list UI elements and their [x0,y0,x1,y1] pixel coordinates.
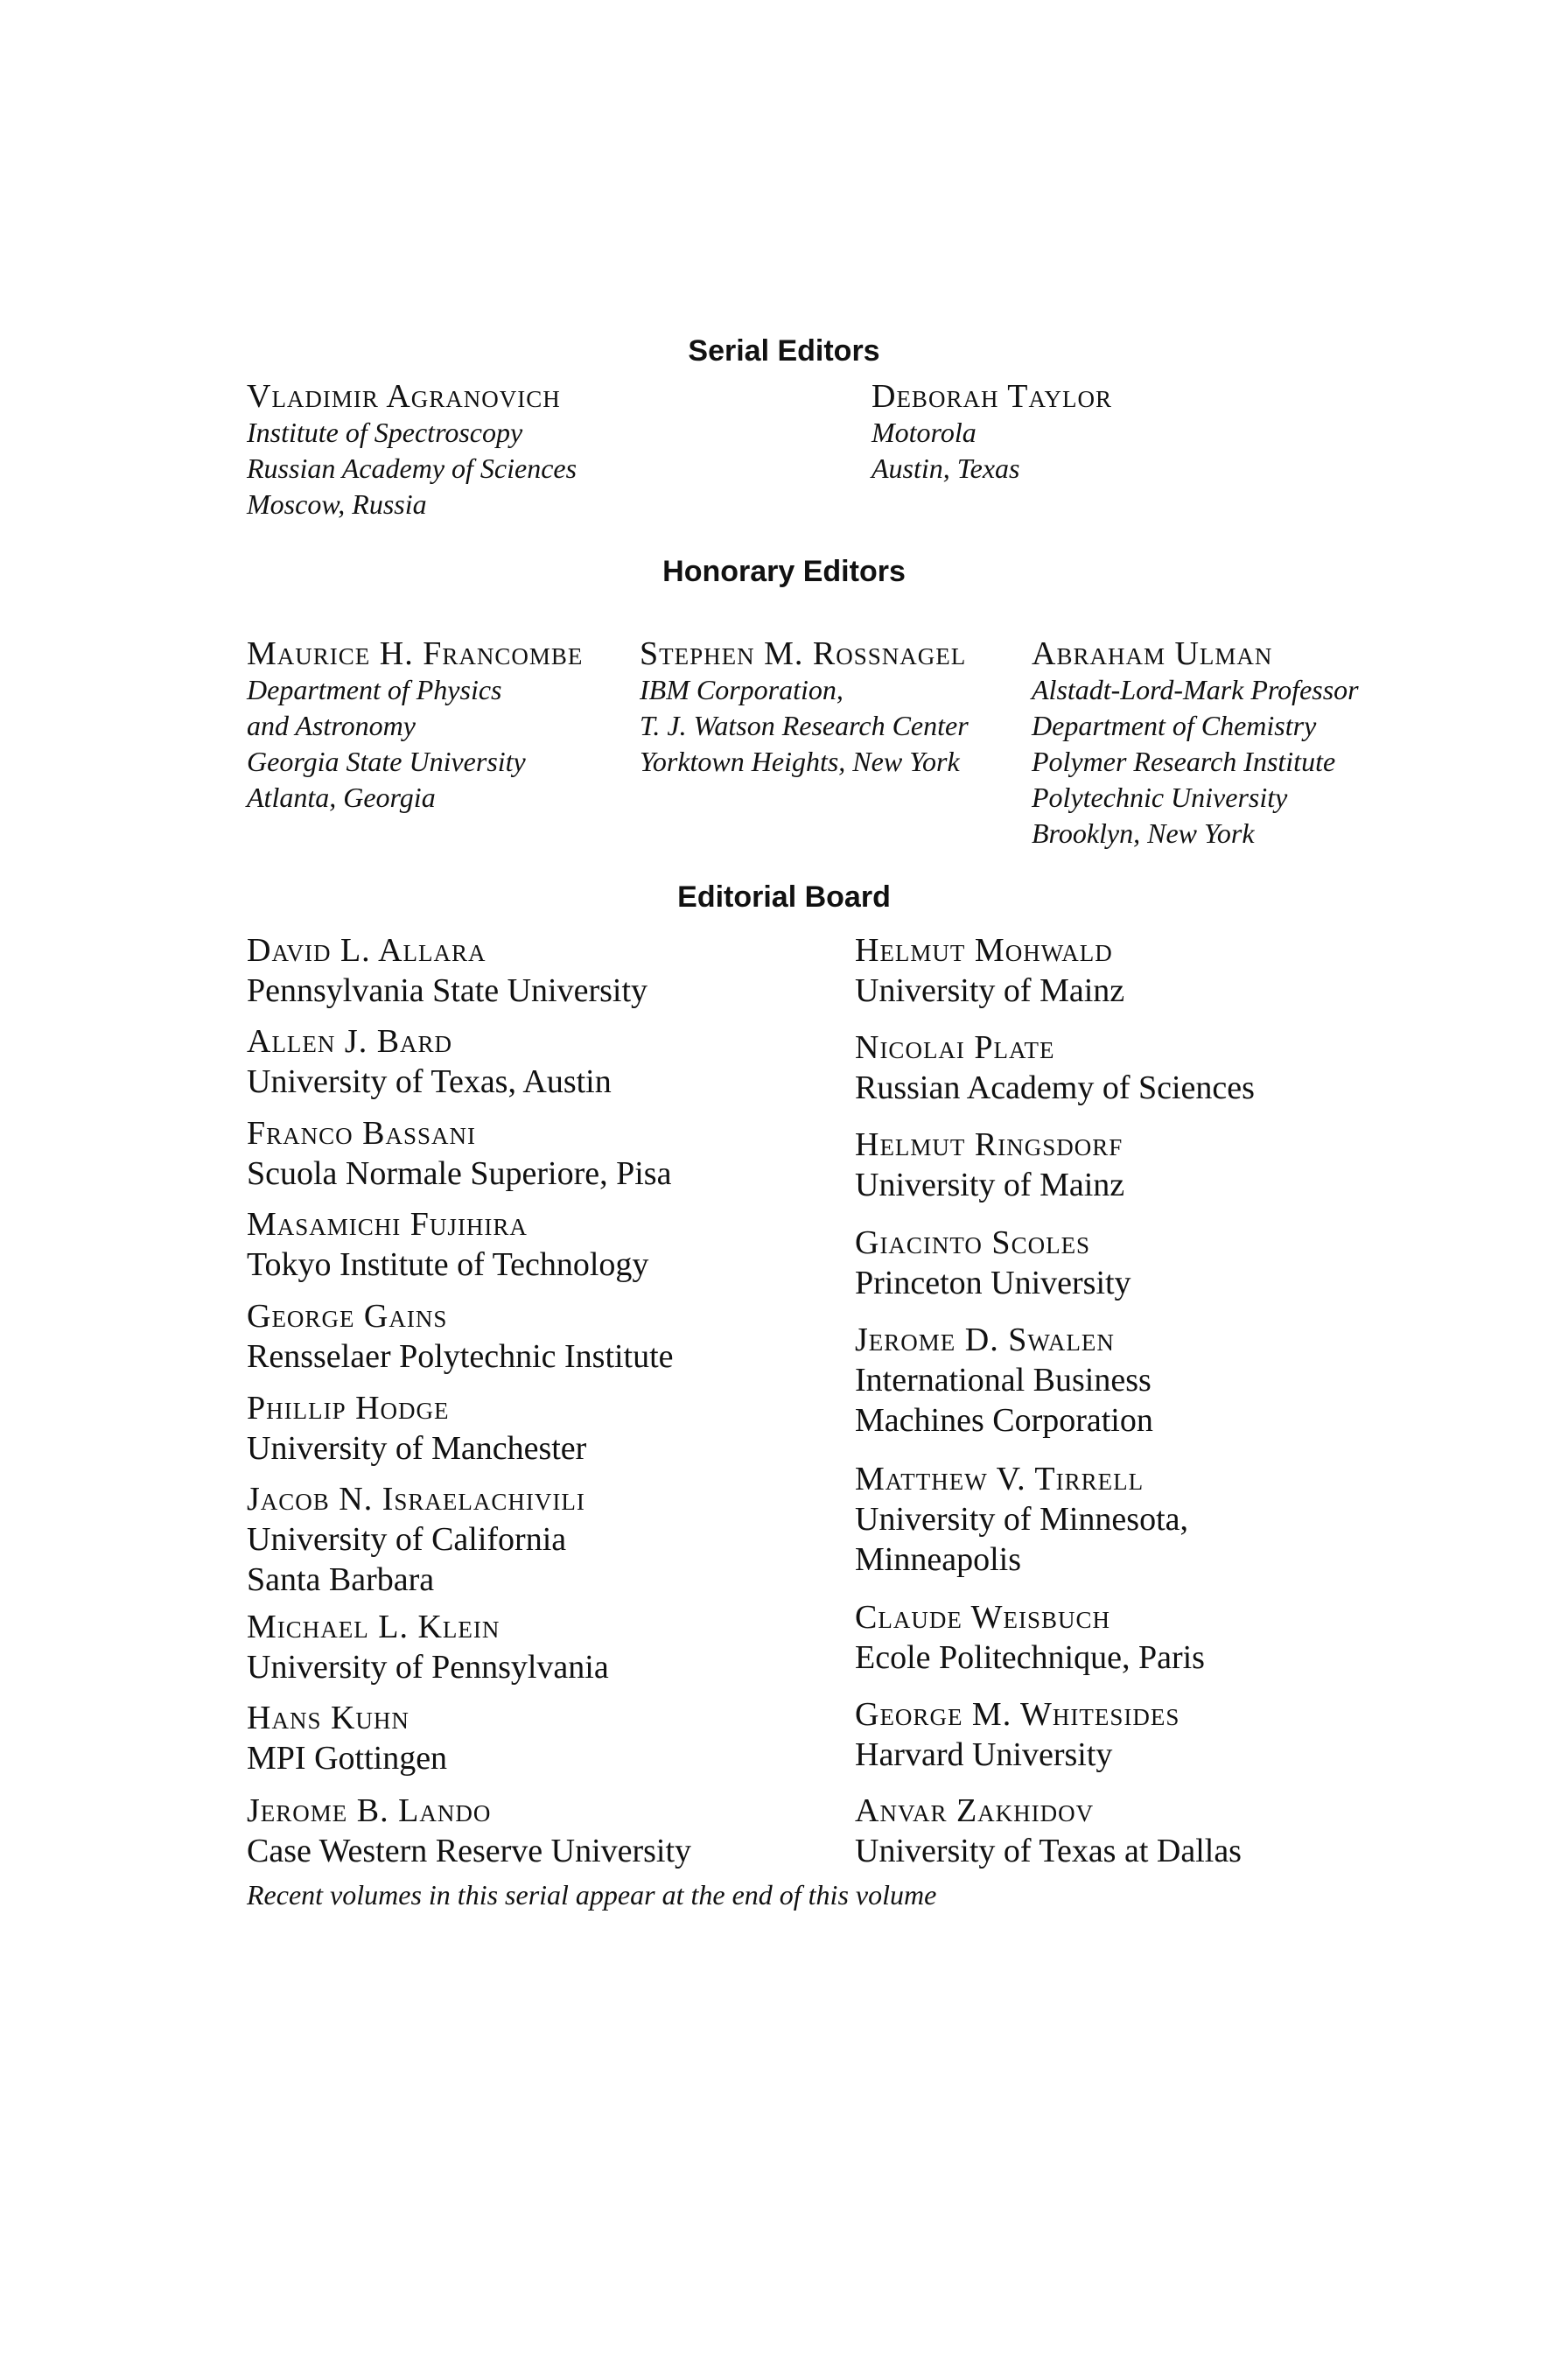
member-affiliation: University of Pennsylvania [247,1649,609,1686]
editor-affiliation-line: T. J. Watson Research Center [640,710,969,741]
board-member-mohwald [855,930,1124,1011]
editor-affiliation-line: and Astronomy [247,710,416,741]
honorary-editor-francombe [247,635,583,816]
member-affiliation: Minneapolis [855,1541,1021,1578]
member-name: Jacob N. Israelachivili [247,1481,585,1518]
honorary-editors-heading: Honorary Editors [662,555,906,588]
member-affiliation: Scuola Normale Superiore, Pisa [247,1155,672,1192]
member-affiliation: Santa Barbara [247,1561,435,1598]
recent-volumes-note: Recent volumes in this serial appear at the end of this volume [247,1879,937,1911]
member-affiliation: Case Western Reserve University [247,1833,692,1869]
honorary-editor-ulman [1032,635,1359,852]
member-affiliation: University of Minnesota, [855,1501,1189,1538]
board-member-bard [247,1021,612,1102]
editor-name: Stephen M. Rossnagel [640,635,967,672]
member-affiliation: Pennsylvania State University [247,972,648,1009]
board-member-gains [247,1296,674,1377]
editor-affiliation-line: Institute of Spectroscopy [247,417,523,448]
board-member-swalen [855,1320,1153,1441]
editor-affiliation-line: Department of Physics [247,674,502,705]
board-member-plate [855,1027,1255,1108]
editorial-board-heading: Editorial Board [677,880,891,914]
member-affiliation: University of Manchester [247,1430,587,1467]
board-member-bassani [247,1113,671,1194]
editor-affiliation-line: IBM Corporation, [640,674,844,705]
editor-affiliation-line: Russian Academy of Sciences [247,452,578,484]
member-name: George Gains [247,1298,448,1335]
board-member-lando [247,1791,691,1871]
board-member-hodge [247,1388,586,1469]
member-name: Jerome B. Lando [247,1792,492,1829]
member-affiliation: Tokyo Institute of Technology [247,1246,649,1283]
member-affiliation: University of Texas, Austin [247,1063,612,1100]
editor-affiliation-line: Moscow, Russia [247,488,427,520]
member-name: Helmut Mohwald [855,932,1113,969]
serial-editor-agranovich [247,378,577,522]
member-affiliation: University of California [247,1521,567,1558]
editor-affiliation-line: Motorola [872,417,976,448]
board-member-fujihira [247,1204,648,1285]
board-member-zakhidov [855,1791,1242,1871]
member-name: David L. Allara [247,932,486,969]
member-name: Allen J. Bard [247,1023,453,1060]
editor-name: Maurice H. Francombe [247,635,584,672]
editor-name: Vladimir Agranovich [247,378,561,415]
member-name: Anvar Zakhidov [855,1792,1095,1829]
editor-affiliation-line: Polytechnic University [1032,782,1288,813]
member-name: Masamichi Fujihira [247,1206,528,1243]
board-member-israelachivili [247,1479,585,1600]
member-affiliation: Princeton University [855,1265,1131,1301]
member-name: Giacinto Scoles [855,1224,1091,1261]
board-member-ringsdorf [855,1125,1124,1205]
serial-editors-heading: Serial Editors [688,334,880,368]
member-name: Michael L. Klein [247,1609,500,1645]
editor-affiliation-line: Yorktown Heights, New York [640,746,960,777]
member-name: Hans Kuhn [247,1700,410,1736]
member-name: Jerome D. Swalen [855,1322,1115,1358]
member-affiliation: University of Mainz [855,1167,1125,1203]
editor-affiliation-line: Atlanta, Georgia [247,782,436,813]
board-member-tirrell [855,1459,1188,1580]
board-member-weisbuch [855,1597,1205,1678]
member-name: Phillip Hodge [247,1390,450,1427]
serial-editor-taylor [872,378,1112,487]
member-name: George M. Whitesides [855,1696,1180,1733]
honorary-editor-rossnagel [640,635,969,780]
member-affiliation: University of Mainz [855,972,1125,1009]
member-affiliation: University of Texas at Dallas [855,1833,1242,1869]
editor-affiliation-line: Georgia State University [247,746,526,777]
member-affiliation: Machines Corporation [855,1402,1153,1439]
editor-affiliation-line: Department of Chemistry [1032,710,1317,741]
member-affiliation: International Business [855,1362,1152,1399]
board-member-klein [247,1607,609,1687]
member-affiliation: Rensselaer Polytechnic Institute [247,1338,674,1375]
member-name: Helmut Ringsdorf [855,1126,1124,1163]
member-affiliation: MPI Gottingen [247,1740,448,1777]
editor-name: Deborah Taylor [872,378,1112,415]
member-name: Claude Weisbuch [855,1599,1111,1636]
board-member-scoles [855,1223,1131,1303]
editor-affiliation-line: Brooklyn, New York [1032,817,1255,849]
member-affiliation: Russian Academy of Sciences [855,1069,1255,1106]
board-member-whitesides [855,1694,1180,1775]
board-member-kuhn [247,1698,447,1778]
member-name: Matthew V. Tirrell [855,1461,1144,1497]
editor-affiliation-line: Alstadt-Lord-Mark Professor [1032,674,1359,705]
member-name: Nicolai Plate [855,1029,1055,1066]
editor-name: Abraham Ulman [1032,635,1273,672]
member-affiliation: Ecole Politechnique, Paris [855,1639,1205,1676]
member-name: Franco Bassani [247,1115,477,1152]
member-affiliation: Harvard University [855,1736,1113,1773]
editor-affiliation-line: Polymer Research Institute [1032,746,1336,777]
editor-affiliation-line: Austin, Texas [872,452,1020,484]
board-member-allara [247,930,648,1011]
